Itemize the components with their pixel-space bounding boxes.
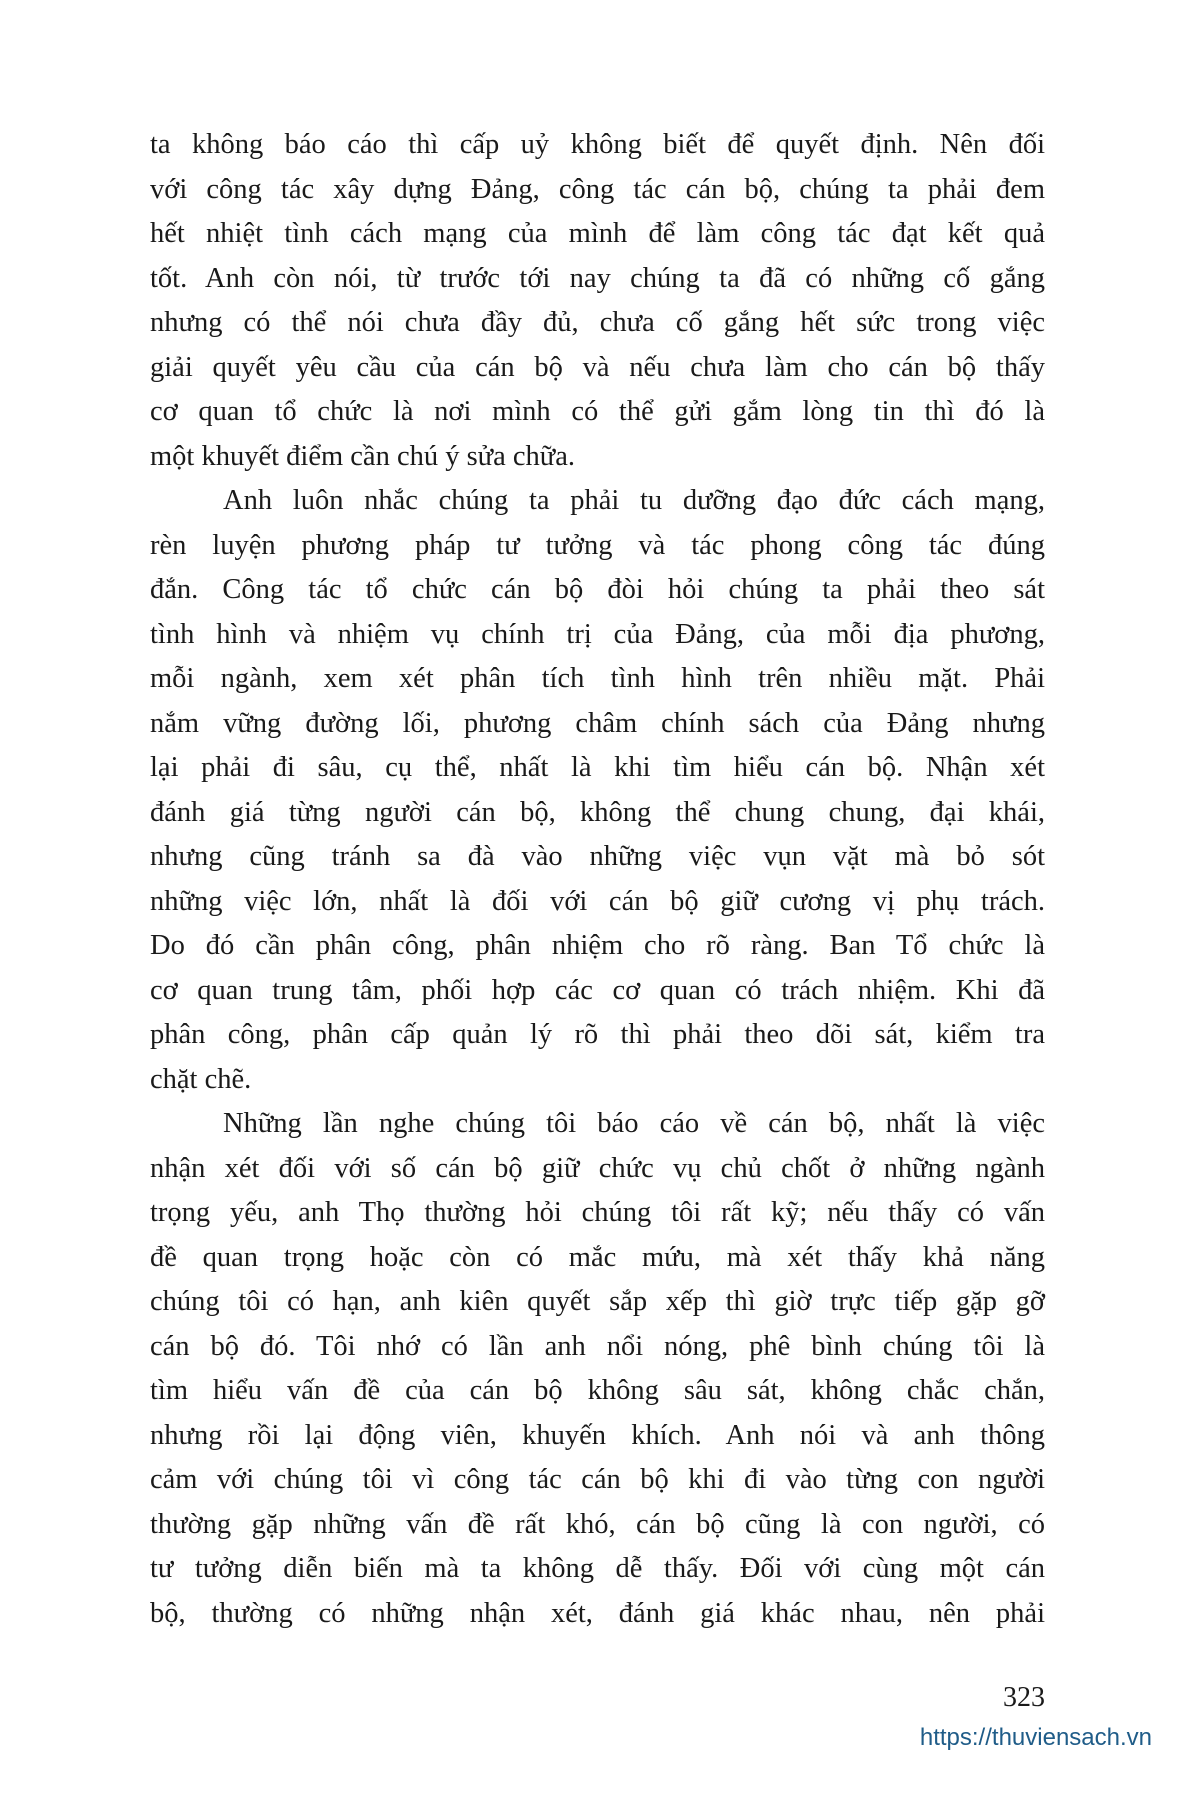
text-line: một khuyết điểm cần chú ý sửa chữa.	[150, 440, 576, 472]
text-line: tìm hiểu vấn đề của cán bộ không sâu sát, không chắc chắn,	[150, 1375, 1045, 1406]
text-line: nhưng cũng tránh sa đà vào những việc vụn vặt mà bỏ sót	[150, 841, 1045, 872]
text-line: cơ quan tổ chức là nơi mình có thể gửi gắm lòng tin thì đó là	[150, 396, 1045, 427]
text-line: đề quan trọng hoặc còn có mắc mứu, mà xét thấy khả năng	[150, 1241, 1045, 1273]
paragraph	[150, 479, 1045, 1102]
text-line: phân công, phân cấp quản lý rõ thì phải theo dõi sát, kiểm tra	[150, 1019, 1045, 1050]
text-line: tư tưởng diễn biến mà ta không dễ thấy. Đối với cùng một cán	[150, 1553, 1045, 1584]
text-line: hết nhiệt tình cách mạng của mình để làm công tác đạt kết quả	[150, 218, 1045, 249]
text-line: tốt. Anh còn nói, từ trước tới nay chúng ta đã có những cố gắng	[150, 262, 1045, 294]
text-line: chặt chẽ.	[150, 1063, 252, 1095]
text-line: đắn. Công tác tổ chức cán bộ đòi hỏi chúng ta phải theo sát	[150, 574, 1045, 605]
text-line: Do đó cần phân công, phân nhiệm cho rõ ràng. Ban Tổ chức là	[150, 930, 1045, 961]
text-line: những việc lớn, nhất là đối với cán bộ giữ cương vị phụ trách.	[150, 885, 1045, 917]
text-line: đánh giá từng người cán bộ, không thể chung chung, đại khái,	[150, 796, 1045, 828]
source-url[interactable]: https://thuviensach.vn	[919, 1724, 1152, 1751]
page-number: 323	[1003, 1682, 1045, 1713]
text-line: chúng tôi có hạn, anh kiên quyết sắp xếp thì giờ trực tiếp gặp gỡ	[150, 1286, 1045, 1317]
text-line: lại phải đi sâu, cụ thể, nhất là khi tìm hiểu cán bộ. Nhận xét	[150, 752, 1045, 783]
text-line: thường gặp những vấn đề rất khó, cán bộ cũng là con người, có	[150, 1508, 1045, 1540]
text-line: Anh luôn nhắc chúng ta phải tu dưỡng đạo đức cách mạng,	[223, 485, 1045, 516]
text-line: nắm vững đường lối, phương châm chính sách của Đảng nhưng	[150, 707, 1045, 739]
text-line: với công tác xây dựng Đảng, công tác cán bộ, chúng ta phải đem	[150, 173, 1045, 205]
text-line: nhưng rồi lại động viên, khuyến khích. Anh nói và anh thông	[150, 1419, 1045, 1451]
text-line: bộ, thường có những nhận xét, đánh giá khác nhau, nên phải	[150, 1597, 1045, 1629]
text-line: rèn luyện phương pháp tư tưởng và tác phong công tác đúng	[150, 529, 1045, 561]
paragraph	[150, 1102, 1045, 1636]
text-line: giải quyết yêu cầu của cán bộ và nếu chưa làm cho cán bộ thấy	[150, 351, 1045, 383]
text-line: nhận xét đối với số cán bộ giữ chức vụ chủ chốt ở những ngành	[150, 1152, 1045, 1184]
body-text	[150, 123, 1045, 1636]
text-line: cơ quan trung tâm, phối hợp các cơ quan có trách nhiệm. Khi đã	[150, 974, 1045, 1006]
text-line: ta không báo cáo thì cấp uỷ không biết để quyết định. Nên đối	[150, 129, 1045, 160]
text-line: Những lần nghe chúng tôi báo cáo về cán bộ, nhất là việc	[223, 1108, 1045, 1139]
text-line: cán bộ đó. Tôi nhớ có lần anh nổi nóng, phê bình chúng tôi là	[150, 1330, 1045, 1362]
paragraph	[150, 123, 1045, 479]
text-line: cảm với chúng tôi vì công tác cán bộ khi đi vào từng con người	[150, 1464, 1045, 1495]
text-line: mỗi ngành, xem xét phân tích tình hình trên nhiều mặt. Phải	[150, 663, 1045, 694]
text-line: nhưng có thể nói chưa đầy đủ, chưa cố gắng hết sức trong việc	[150, 307, 1045, 338]
text-line: trọng yếu, anh Thọ thường hỏi chúng tôi rất kỹ; nếu thấy có vấn	[150, 1197, 1045, 1228]
text-line: tình hình và nhiệm vụ chính trị của Đảng, của mỗi địa phương,	[150, 618, 1045, 650]
